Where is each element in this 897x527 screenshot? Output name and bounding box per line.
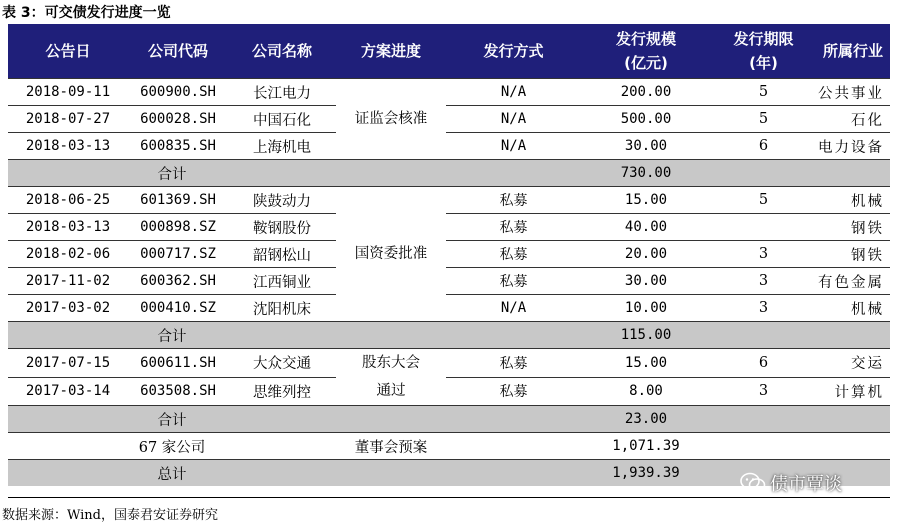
blank-cell bbox=[336, 160, 581, 187]
blank-cell bbox=[446, 433, 581, 460]
industry-cell: 有色金属 bbox=[816, 268, 890, 295]
name-cell: 陕鼓动力 bbox=[228, 187, 336, 214]
industry-cell: 机械 bbox=[816, 295, 890, 322]
table-body bbox=[8, 79, 890, 487]
term-cell: 5 bbox=[711, 106, 816, 133]
table-row bbox=[8, 187, 890, 214]
total-value: 1,939.39 bbox=[581, 460, 711, 487]
size-cell: 40.00 bbox=[581, 214, 711, 241]
date-cell: 2018-09-11 bbox=[8, 79, 128, 106]
method-cell: 私募 bbox=[446, 268, 581, 295]
subtotal-row bbox=[8, 406, 890, 433]
industry-cell: 电力设备 bbox=[816, 133, 890, 160]
term-cell: 6 bbox=[711, 133, 816, 160]
table-row bbox=[8, 295, 890, 322]
name-cell: 鞍钢股份 bbox=[228, 214, 336, 241]
code-cell: 000410.SZ bbox=[128, 295, 228, 322]
wechat-watermark bbox=[740, 470, 842, 496]
name-cell: 大众交通 bbox=[228, 349, 336, 378]
column-header: 发行期限 (年) bbox=[711, 24, 816, 79]
size-cell: 20.00 bbox=[581, 241, 711, 268]
term-cell: 5 bbox=[711, 187, 816, 214]
column-header: 发行方式 bbox=[446, 24, 581, 79]
subtotal-row bbox=[8, 322, 890, 349]
column-header: 公司代码 bbox=[128, 24, 228, 79]
code-cell: 603508.SH bbox=[128, 377, 228, 406]
plan-progress: 董事会预案 bbox=[336, 433, 446, 460]
subtotal-value: 115.00 bbox=[581, 322, 711, 349]
code-cell: 600028.SH bbox=[128, 106, 228, 133]
progress-cell: 证监会核准 bbox=[336, 79, 446, 160]
column-header: 公告日 bbox=[8, 24, 128, 79]
subtotal-value: 23.00 bbox=[581, 406, 711, 433]
subtotal-label: 合计 bbox=[8, 160, 336, 187]
date-cell: 2018-02-06 bbox=[8, 241, 128, 268]
header-row bbox=[8, 24, 890, 79]
industry-cell: 公共事业 bbox=[816, 79, 890, 106]
blank-cell bbox=[336, 460, 581, 487]
size-cell: 30.00 bbox=[581, 133, 711, 160]
table-row bbox=[8, 377, 890, 406]
subtotal-label: 合计 bbox=[8, 406, 336, 433]
size-cell: 200.00 bbox=[581, 79, 711, 106]
code-cell: 600611.SH bbox=[128, 349, 228, 378]
industry-cell: 石化 bbox=[816, 106, 890, 133]
date-cell: 2018-07-27 bbox=[8, 106, 128, 133]
table-row bbox=[8, 268, 890, 295]
size-cell: 15.00 bbox=[581, 187, 711, 214]
method-cell: N/A bbox=[446, 295, 581, 322]
size-cell: 30.00 bbox=[581, 268, 711, 295]
name-cell: 思维列控 bbox=[228, 377, 336, 406]
table-row bbox=[8, 241, 890, 268]
industry-cell: 钢铁 bbox=[816, 214, 890, 241]
industry-cell: 钢铁 bbox=[816, 241, 890, 268]
subtotal-row bbox=[8, 160, 890, 187]
total-label: 总计 bbox=[8, 460, 336, 487]
table-row bbox=[8, 349, 890, 378]
table-bottom-rule bbox=[8, 497, 890, 498]
blank-cell bbox=[711, 406, 890, 433]
blank-cell bbox=[711, 160, 890, 187]
source-note: 数据来源：Wind，国泰君安证券研究 bbox=[2, 508, 218, 523]
date-cell: 2017-03-02 bbox=[8, 295, 128, 322]
size-cell: 500.00 bbox=[581, 106, 711, 133]
exchangeable-bond-table bbox=[8, 24, 890, 486]
method-cell: 私募 bbox=[446, 214, 581, 241]
plan-row bbox=[8, 433, 890, 460]
blank-cell bbox=[336, 406, 581, 433]
code-cell: 000898.SZ bbox=[128, 214, 228, 241]
column-header: 方案进度 bbox=[336, 24, 446, 79]
method-cell: 私募 bbox=[446, 377, 581, 406]
plan-label: 67 家公司 bbox=[8, 433, 336, 460]
name-cell: 沈阳机床 bbox=[228, 295, 336, 322]
code-cell: 000717.SZ bbox=[128, 241, 228, 268]
code-cell: 601369.SH bbox=[128, 187, 228, 214]
watermark-text: 债市覃谈 bbox=[770, 474, 842, 495]
table-row bbox=[8, 214, 890, 241]
table-row bbox=[8, 133, 890, 160]
method-cell: 私募 bbox=[446, 187, 581, 214]
table-row bbox=[8, 106, 890, 133]
method-cell: N/A bbox=[446, 79, 581, 106]
name-cell: 中国石化 bbox=[228, 106, 336, 133]
term-cell: 5 bbox=[711, 79, 816, 106]
term-cell: 3 bbox=[711, 295, 816, 322]
table-caption: 表 3：可交债发行进度一览 bbox=[2, 5, 171, 21]
name-cell: 上海机电 bbox=[228, 133, 336, 160]
plan-size: 1,071.39 bbox=[581, 433, 711, 460]
date-cell: 2017-07-15 bbox=[8, 349, 128, 378]
term-cell: 6 bbox=[711, 349, 816, 378]
column-header: 所属行业 bbox=[816, 24, 890, 79]
method-cell: 私募 bbox=[446, 349, 581, 378]
progress-cell: 国资委批准 bbox=[336, 187, 446, 322]
industry-cell: 机械 bbox=[816, 187, 890, 214]
term-cell: 3 bbox=[711, 241, 816, 268]
term-cell bbox=[711, 214, 816, 241]
method-cell: N/A bbox=[446, 133, 581, 160]
column-header: 发行规模 (亿元) bbox=[581, 24, 711, 79]
date-cell: 2017-11-02 bbox=[8, 268, 128, 295]
size-cell: 10.00 bbox=[581, 295, 711, 322]
method-cell: N/A bbox=[446, 106, 581, 133]
name-cell: 江西铜业 bbox=[228, 268, 336, 295]
industry-cell: 交运 bbox=[816, 349, 890, 378]
name-cell: 韶钢松山 bbox=[228, 241, 336, 268]
wechat-icon bbox=[740, 472, 766, 494]
blank-cell bbox=[711, 322, 890, 349]
size-cell: 15.00 bbox=[581, 349, 711, 378]
industry-cell: 计算机 bbox=[816, 377, 890, 406]
column-header: 公司名称 bbox=[228, 24, 336, 79]
progress-cell: 股东大会 通过 bbox=[336, 349, 446, 406]
size-cell: 8.00 bbox=[581, 377, 711, 406]
date-cell: 2018-06-25 bbox=[8, 187, 128, 214]
date-cell: 2017-03-14 bbox=[8, 377, 128, 406]
subtotal-label: 合计 bbox=[8, 322, 336, 349]
code-cell: 600362.SH bbox=[128, 268, 228, 295]
method-cell: 私募 bbox=[446, 241, 581, 268]
blank-cell bbox=[711, 433, 890, 460]
name-cell: 长江电力 bbox=[228, 79, 336, 106]
term-cell: 3 bbox=[711, 377, 816, 406]
code-cell: 600900.SH bbox=[128, 79, 228, 106]
term-cell: 3 bbox=[711, 268, 816, 295]
table-row bbox=[8, 79, 890, 106]
subtotal-value: 730.00 bbox=[581, 160, 711, 187]
blank-cell bbox=[336, 322, 581, 349]
code-cell: 600835.SH bbox=[128, 133, 228, 160]
date-cell: 2018-03-13 bbox=[8, 133, 128, 160]
date-cell: 2018-03-13 bbox=[8, 214, 128, 241]
